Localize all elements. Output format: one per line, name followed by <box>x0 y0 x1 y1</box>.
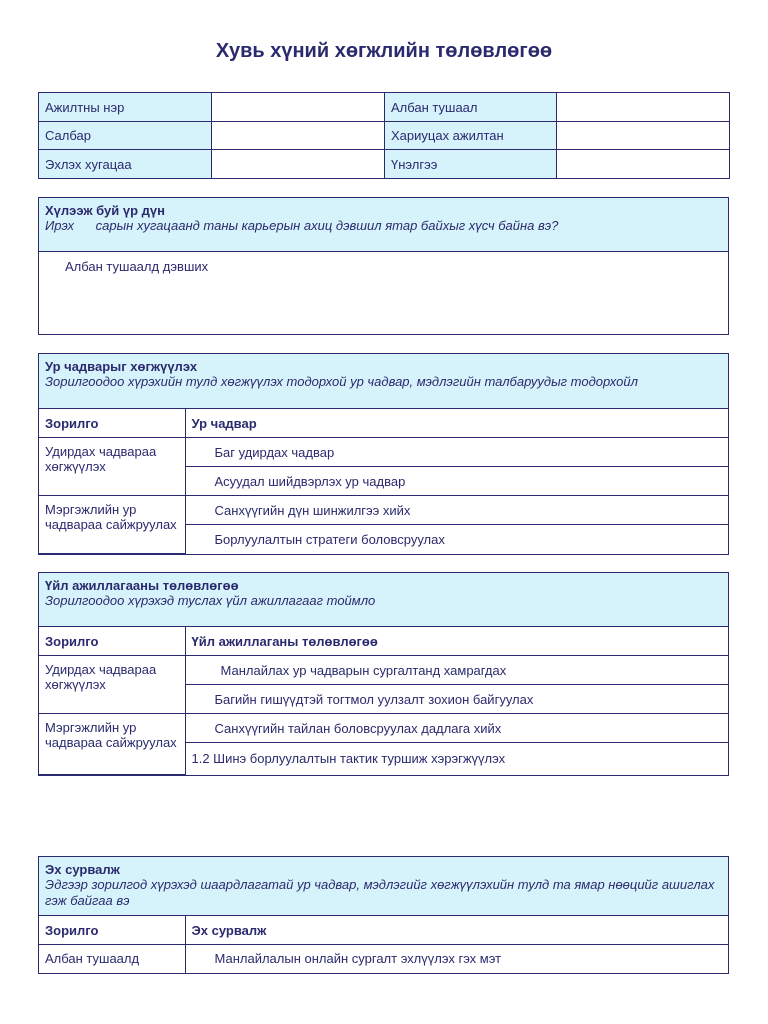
section-heading: Үйл ажиллагааны төлөвлөгөө <box>45 578 239 593</box>
position-label: Албан тушаал <box>385 93 557 122</box>
employee-name-field[interactable] <box>212 93 385 122</box>
action-cell[interactable]: Манлайлах ур чадварын сургалтанд хамрагдах <box>185 656 728 685</box>
skill-cell[interactable]: Асуудал шийдвэрлэх ур чадвар <box>185 467 728 496</box>
section-heading: Ур чадварыг хөгжүүлэх <box>45 359 198 374</box>
skills-section <box>38 353 729 555</box>
column-header-goal: Зорилго <box>39 627 185 656</box>
action-cell[interactable]: 1.2 Шинэ борлуулалтын тактик туршиж хэрэгжүүлэх <box>185 743 728 775</box>
evaluation-label: Үнэлгээ <box>385 150 557 179</box>
column-header-action: Үйл ажиллаганы төлөвлөгөө <box>185 627 728 656</box>
section-subheading: Эдгээр зорилгод хүрэхэд шаардлагатай ур чадвар, мэдлэгийг хөгжүүлэхийн тулд та ямар нөөцийг ашиглах гэж байгаа вэ <box>45 877 715 908</box>
goal-cell: Мэргэжлийн ур чадвараа сайжруулах <box>39 496 185 554</box>
skill-cell[interactable]: Борлуулалтын стратеги боловсруулах <box>185 525 728 554</box>
department-field[interactable] <box>212 122 385 150</box>
column-header-goal: Зорилго <box>39 409 185 438</box>
responsible-label: Хариуцах ажилтан <box>385 122 557 150</box>
page-title: Хувь хүний хөгжлийн төлөвлөгөө <box>215 40 553 62</box>
start-date-field[interactable] <box>212 150 385 179</box>
resources-section <box>38 856 729 974</box>
resource-cell[interactable]: Манлайлалын онлайн сургалт эхлүүлэх гэх мэт <box>185 945 728 973</box>
action-plan-section <box>38 572 729 776</box>
start-date-label: Эхлэх хугацаа <box>39 150 212 179</box>
column-header-resource: Эх сурвалж <box>185 916 728 945</box>
section-heading: Хүлээж буй үр дүн <box>45 203 165 218</box>
goal-cell: Албан тушаалд <box>39 945 185 973</box>
goal-cell: Мэргэжлийн ур чадвараа сайжруулах <box>39 714 185 775</box>
section-subheading: Зорилгоодоо хүрэхийн тулд хөгжүүлэх тодорхой ур чадвар, мэдлэгийн талбаруудыг тодорхойл <box>45 374 638 389</box>
column-header-skill: Ур чадвар <box>185 409 728 438</box>
goal-cell: Удирдах чадвараа хөгжүүлэх <box>39 438 185 496</box>
department-label: Салбар <box>39 122 212 150</box>
skill-cell[interactable]: Баг удирдах чадвар <box>185 438 728 467</box>
action-cell[interactable]: Багийн гишүүдтэй тогтмол уулзалт зохион байгуулах <box>185 685 728 714</box>
section-subheading: Ирэх сарын хугацаанд таны карьерын ахиц дэвшил ятар байхыг хүсч байна вэ? <box>45 218 559 233</box>
section-subheading: Зорилгоодоо хүрэхэд туслах үйл ажиллагааг тоймло <box>45 593 376 608</box>
skill-cell[interactable]: Санхүүгийн дүн шинжилгээ хийх <box>185 496 728 525</box>
responsible-field[interactable] <box>557 122 730 150</box>
expected-answer-field[interactable]: Албан тушаалд дэвших <box>65 259 209 274</box>
section-heading: Эх сурвалж <box>45 862 120 877</box>
action-cell[interactable]: Санхүүгийн тайлан боловсруулах дадлага хийх <box>185 714 728 743</box>
employee-info-table <box>38 92 729 179</box>
evaluation-field[interactable] <box>557 150 730 179</box>
position-field[interactable] <box>557 93 730 122</box>
goal-cell: Удирдах чадвараа хөгжүүлэх <box>39 656 185 714</box>
column-header-goal: Зорилго <box>39 916 185 945</box>
expected-result-section <box>38 197 729 335</box>
employee-name-label: Ажилтны нэр <box>39 93 212 122</box>
